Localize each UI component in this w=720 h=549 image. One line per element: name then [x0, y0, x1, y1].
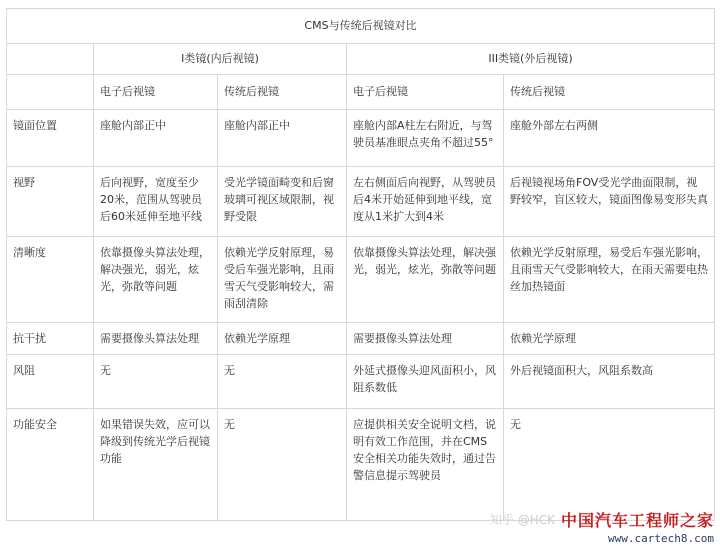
table-cell: 需要摄像头算法处理: [347, 323, 504, 355]
subheader-cell: 传统后视镜: [504, 75, 715, 110]
table-cell: 依赖光学原理: [504, 323, 715, 355]
group-header-inner-mirror: I类镜(内后视镜): [94, 44, 347, 75]
table-cell: 需要摄像头算法处理: [94, 323, 218, 355]
watermark-zhihu-text: 知乎 @HCK: [489, 513, 555, 527]
row-label: 抗干扰: [7, 323, 94, 355]
table-cell: 座舱内部正中: [94, 110, 218, 167]
table-cell: 依靠摄像头算法处理，解决强光，弱光，炫光，弥散等问题: [347, 237, 504, 323]
table-cell: 左右侧面后向视野，从驾驶员后4米开始延伸到地平线，宽度从1米扩大到4米: [347, 167, 504, 237]
group-header-row: [7, 44, 715, 75]
row-label: 视野: [7, 167, 94, 237]
table-cell: 无: [218, 355, 347, 409]
table-cell: 应提供相关安全说明文档，说明有效工作范围，并在CMS安全相关功能失效时，通过告警信息提示驾驶员: [347, 409, 504, 521]
table-cell: 后视镜视场角FOV受光学曲面限制，视野较窄，盲区较大，镜面图像易变形失真: [504, 167, 715, 237]
subheader-cell: 传统后视镜: [218, 75, 347, 110]
table-row: [7, 355, 715, 409]
table-cell: 如果错误失效，应可以降级到传统光学后视镜功能: [94, 409, 218, 521]
table-cell: 受光学镜面畸变和后窗玻璃可视区域限制，视野受限: [218, 167, 347, 237]
corner-cell: [7, 44, 94, 75]
table-row: [7, 167, 715, 237]
table-cell: 无: [504, 409, 715, 521]
table-cell: 依赖光学反射原理，易受后车强光影响，且雨雪天气受影响较大，在雨天需要电热丝加热镜面: [504, 237, 715, 323]
table-row: [7, 409, 715, 521]
subheader-row: [7, 75, 715, 110]
table-row: [7, 237, 715, 323]
corner-cell: [7, 75, 94, 110]
table-cell: 座舱内部正中: [218, 110, 347, 167]
table-cell: 座舱外部左右两侧: [504, 110, 715, 167]
table-title-row: [7, 9, 715, 44]
table-cell: 外延式摄像头迎风面积小，风阻系数低: [347, 355, 504, 409]
table-row: [7, 323, 715, 355]
subheader-cell: 电子后视镜: [94, 75, 218, 110]
row-label: 功能安全: [7, 409, 94, 521]
table-cell: 无: [94, 355, 218, 409]
table-row: [7, 110, 715, 167]
table-title: CMS与传统后视镜对比: [7, 9, 715, 44]
table-cell: 座舱内部A柱左右附近，与驾驶员基准眼点夹角不超过55°: [347, 110, 504, 167]
row-label: 清晰度: [7, 237, 94, 323]
table-cell: 后向视野，宽度至少20米，范围从驾驶员后60米延伸至地平线: [94, 167, 218, 237]
table-cell: 依赖光学反射原理，易受后车强光影响，且雨雪天气受影响较大，需雨刮清除: [218, 237, 347, 323]
subheader-cell: 电子后视镜: [347, 75, 504, 110]
group-header-outer-mirror: III类镜(外后视镜): [347, 44, 715, 75]
table-cell: 依赖光学原理: [218, 323, 347, 355]
watermark-url: www.cartech8.com: [608, 532, 714, 545]
table-cell: 外后视镜面积大，风阻系数高: [504, 355, 715, 409]
row-label: 镜面位置: [7, 110, 94, 167]
row-label: 风阻: [7, 355, 94, 409]
table-cell: 无: [218, 409, 347, 521]
watermark-site-name: 中国汽车工程师之家: [560, 511, 714, 530]
comparison-table: [6, 8, 715, 521]
table-cell: 依靠摄像头算法处理，解决强光，弱光，炫光，弥散等问题: [94, 237, 218, 323]
